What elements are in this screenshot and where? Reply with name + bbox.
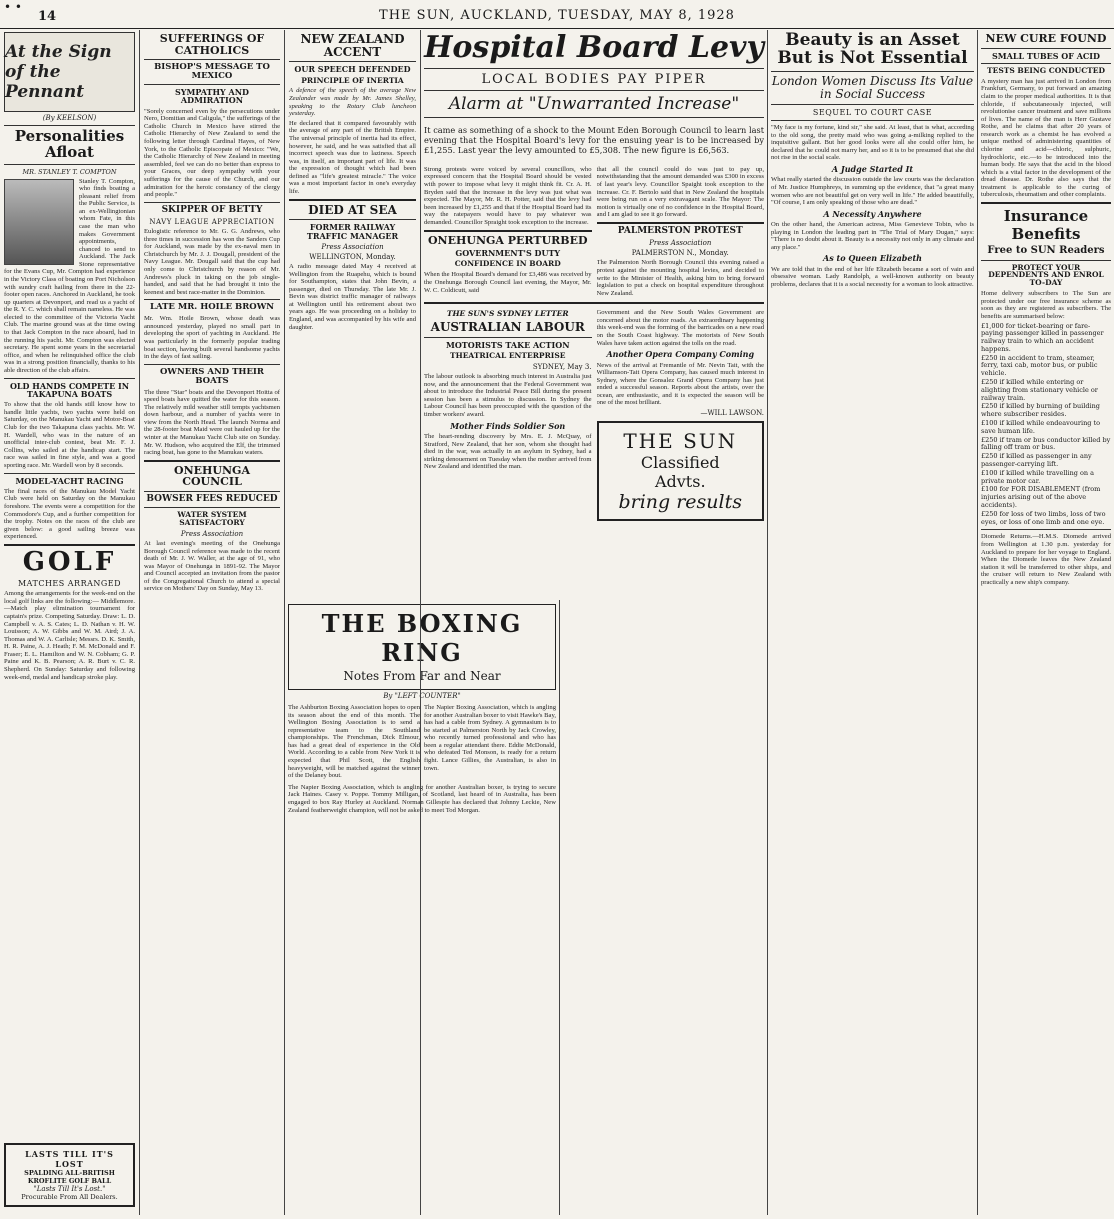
beauty-text-a: "My face is my fortune, kind sir," she said. At least, that is what, according to the old song, the pretty maid who was going a-milking replied to the inquisitive gallant. But her good looks were all she could offer him, he declared that he could not marry her, and so it is to be presumed that she did not rise in the social scale.	[771, 124, 974, 162]
divider	[597, 222, 765, 224]
sydney-letter-right	[597, 307, 765, 521]
divider	[289, 219, 416, 220]
sun-ad-line: THE SUN	[623, 429, 738, 454]
cure-headline: NEW CURE FOUND	[985, 32, 1107, 45]
golf-subheading: MATCHES ARRANGED	[17, 579, 122, 589]
died-at-sea-headline: DIED AT SEA	[308, 202, 397, 217]
opera-text: News of the arrival at Fremantle of Mr. Nevin Tait, with the Williamson-Tait Opera Company, has caused much interest in Sydney, where the Gonsalez Grand Opera Company has just ended a successful season. Reports about the artists, over the ocean, are enthusiastic, and it is expected the season will be one of the most brilliant.	[596, 361, 764, 407]
owners-headline: OWNERS AND THEIR BOATS	[160, 366, 264, 386]
boxing-byline: By "LEFT COUNTER"	[383, 692, 461, 700]
golf-text: Among the arrangements for the week-end on the local golf links are the following:— Middlemore.—Match play elimination tournament for captain's prize. Competing Saturday. Draw: L. D. Campbell v. A. S. Cates; L. D. Nathan v. H. W. Louisson; A. W. Gibbs and W. M. Aird; J. A. Thomas and W. A. Carlisle; Messrs. D. K. Smith, H. R. Paine, A. J. Heath; F. M. McDonald and F. Fraser; E. L. Hamilton and W. N. Cobham; G. P. Paine and K. B. Pearson; A. R. Burt v. C. R. Shepherd. On Sunday: Saturday and following week-end, medal and handicap stroke play.	[4, 590, 135, 681]
palmerston-byline: Press Association	[649, 239, 712, 248]
model-yacht-headline: MODEL-YACHT RACING	[15, 475, 124, 486]
labour-headline: AUSTRALIAN LABOUR	[430, 320, 585, 335]
newspaper-title: THE SUN, AUCKLAND, TUESDAY, MAY 8, 1928	[379, 8, 735, 23]
died-at-sea-text: A radio message dated May 4 received at Wellington from the Ruapehu, which is bound for Southampton, states that John Bevin, a passenger, died on Thursday. The late Mr. J. Bevin was district traffic manager of railways at Wellington until his retirement about two years ago. He was proceeding on a holiday to England, and was accompanied by his wife and daughter.	[289, 262, 416, 331]
pennant-title: At the Sign of the Pennant	[5, 42, 112, 102]
queen-elizabeth-headline: As to Queen Elizabeth	[823, 253, 922, 264]
queen-elizabeth-text: We are told that in the end of her life Elizabeth became a sort of vain and obsessive woman. Lady Randolph, a well-known authority on beauty problems, declares that it is a social necessity for a woman to look attractive.	[771, 265, 974, 288]
divider	[289, 199, 416, 201]
sydney-letter-columns	[424, 307, 764, 521]
divider	[981, 260, 1111, 261]
onehunga-perturbed-subheading-2: CONFIDENCE IN BOARD	[454, 259, 561, 269]
sydney-letter-label: THE SUN'S SYDNEY LETTER	[446, 309, 569, 319]
onehunga-perturbed-headline: ONEHUNGA PERTURBED	[427, 233, 588, 247]
judge-text: What really started the discussion outside the law courts was the declaration of Mr. Justice Humphreys, in summing up the evidence, that "a great many women who are not beautiful get on very well in life." He added beautifully, "Of course, I am only speaking of those who are dead."	[771, 176, 974, 207]
hospital-text-a: Strong protests were voiced by several councillors, who expressed concern that the Hospital Board should be vested with power to impose what levy it might think fit. Cr. A. H. Bryden said that the increase in the levy was just what was expected. The Mayor, Mr. R. H. Potter, said that the levy had been increased by £1,255 and that if the Hospital Board had its way the ratepayers would have to pay whatever was demanded. Councillor Spraight took exception to the increase.	[424, 165, 592, 226]
column-cure-insurance	[978, 30, 1114, 1215]
beauty-section	[768, 30, 978, 1215]
divider	[424, 117, 764, 118]
skipper-text: Eulogistic reference to Mr. G. G. Andrews, who three times in succession has won the Sanders Cup for Auckland, was made by the ex-naval men in Christchurch by Mr. J. J. Dougall, president of the Navy League. Mr. Dougall said that the cup had only come to Christchurch by reason of Mr. Andrews's pluck in taking on the job single-handed, and said that he had brought it into the keenest and best race-matter in the Dominion.	[144, 228, 280, 296]
divider	[144, 460, 280, 462]
onehunga-council-subheading: BOWSER FEES REDUCED	[146, 493, 278, 504]
palmerston-text: The Palmerston North Borough Council this evening raised a protest against the mounting hospital levies, and decided to write to the Minister of Health, asking him to bring forward legislation to put a check on hospital expenditure throughout New Zealand.	[596, 259, 764, 297]
onehunga-council-headline: ONEHUNGA COUNCIL	[174, 463, 250, 489]
owners-text: The three "Star" boats and the Devonport Hoitta of speed boats have quitted the water for this season. The relatively mild weather still tempts yachtsmen down harbour, and a number of yachts were in view from the North Head. The launch Norma and the 28-footer boat Maid were out hauled up for the winter at the Manukau Yacht Club site on Sunday. Mr. W. Hudson, who acquired the Elf, the trimmed racing boat, has gone to the Manukau waters.	[144, 388, 280, 457]
column-nz-accent	[285, 30, 420, 630]
divider	[981, 63, 1111, 64]
list-item: £250 if killed by burning of building where subscriber resides.	[981, 402, 1100, 419]
hospital-body-columns	[424, 164, 764, 299]
opera-headline: Another Opera Company Coming	[606, 349, 755, 360]
hospital-lead: It came as something of a shock to the Mount Eden Borough Council to learn last evening that the Hospital Board's levy for the ensuing year is to be increased by £1,255. Last year the levy amounted to £5,308. The new figure is £6,563.	[424, 125, 764, 155]
list-item: £100 for FOR DISABLEMENT (from injuries arising out of the above accidents).	[981, 485, 1101, 510]
divider	[144, 59, 280, 60]
catholics-subheading: BISHOP'S MESSAGE TO MEXICO	[154, 62, 270, 82]
divider	[771, 120, 974, 121]
boxing-headline: THE BOXING RING	[321, 609, 523, 667]
divider	[424, 230, 592, 232]
divider	[4, 544, 135, 546]
skipper-headline: SKIPPER OF BETTY	[161, 204, 263, 215]
onehunga-council-text: At last evening's meeting of the Onehunga Borough Council reference was made to the recent death of Mr. J. W. Waller, at the age of 91, who was Mayor of Onehunga in 1891-92. The Mayor and Council accepted an invitation from the pastor of the Congregational Church to attend a special service on Mothers' Day on Sunday, May 13.	[144, 540, 280, 593]
divider	[981, 202, 1111, 204]
sun-ad-line: Classified	[640, 453, 720, 473]
nz-accent-subheading-2: PRINCIPLE OF INERTIA	[301, 75, 404, 85]
onehunga-council-subheading-2: WATER SYSTEM SATISFACTORY	[177, 510, 247, 528]
list-item: £250 for loss of two limbs, loss of two eyes, or loss of one limb and one eye.	[981, 509, 1106, 526]
divider	[771, 71, 974, 72]
column-yachting-golf	[0, 30, 140, 1215]
insurance-subheading: Free to SUN Readers	[987, 245, 1105, 257]
sun-classified-advert	[597, 421, 765, 521]
cure-text: A mystery man has just arrived in London from Frankfurt, Germany, to put forward an amazing claim to the proper medical authorities. It is that chloride, if subcutaneously injected, will revolutionise cancer treatment and save millions of lives. The name of the man is Herr Gustave Rothe, and he claims that after 20 years of research work as a chemist he has evolved a unique method of administering quantities of chlorine and acid—chloric, sulphuric, hydrochloric, etc.—to be introduced into the human body. He says that the acid in the blood which is a vital factor in the development of the dread disease. Dr. Rothe also says that the treatment is applicable to the curing of tuberculosis, rheumatism and other complaints.	[981, 77, 1111, 199]
labour-text: The labour outlook is absorbing much interest in Australia just now, and the announcement that the Federal Government was about to introduce the Industrial Peace Bill during the present session has been a stimulus to discussion. In Sydney the Labour Council has been preoccupied with the question of the timber workers' award.	[424, 373, 592, 419]
divider	[144, 364, 280, 365]
died-byline: Press Association	[321, 242, 384, 251]
divider	[771, 104, 974, 105]
insurance-subheading-2: PROTECT YOUR DEPENDENTS AND ENROL TO-DAY	[988, 262, 1104, 288]
list-item: £250 if killed as passenger in any passenger-carrying lift.	[981, 452, 1092, 469]
insurance-intro: Home delivery subscribers to The Sun are protected under our free insurance scheme as soon as they are registered as subscribers. The benefits are summarised below:	[981, 290, 1111, 320]
catholics-subheading-2: SYMPATHY AND ADMIRATION	[174, 86, 249, 106]
golf-ball-advert	[4, 1143, 135, 1207]
divider	[144, 84, 280, 85]
sun-ad-line: Advts.	[654, 472, 706, 492]
page-number: 14	[38, 9, 57, 24]
nz-accent-headline: NEW ZEALAND ACCENT	[300, 32, 405, 59]
pennant-banner	[4, 32, 135, 112]
divider	[4, 473, 135, 474]
onehunga-perturbed-text: When the Hospital Board's demand for £3,486 was received by the Onehunga Borough Council last evening, the Mayor, Mr. W. C. Coldicutt, said	[424, 271, 592, 294]
skipper-subheading: NAVY LEAGUE APPRECIATION	[149, 218, 275, 227]
list-item: £250 if killed while entering or alighting from stationary vehicle or railway train.	[981, 378, 1098, 402]
divider	[144, 491, 280, 492]
hoile-text: Mr. Wm. Hoile Brown, whose death was announced yesterday, played no small part in developing the sport of yachting in Auckland. He was particularly in the formerly popular trading boat section, having built several handsome yachts in the days of fast sailing.	[144, 315, 280, 361]
labour-dateline: SYDNEY, May 3.	[532, 363, 592, 372]
mother-son-headline: Mother Finds Soldier Son	[450, 420, 566, 431]
advert-line: LASTS TILL IT'S LOST	[25, 1149, 114, 1169]
list-item: £250 if tram or bus conductor killed by falling off tram or bus.	[981, 435, 1111, 452]
divider	[289, 61, 416, 62]
divider	[144, 507, 280, 508]
insurance-benefit-list	[981, 323, 1111, 527]
hospital-body-right	[597, 164, 765, 299]
personalities-headline: Personalities Afloat	[14, 127, 125, 161]
cure-subheading-2: TESTS BEING CONDUCTED	[987, 65, 1105, 75]
boxing-text-a: The Ashburton Boxing Association hopes to open its season about the end of this month. The Wellington Boxing Association is to send a representative team to the Southland championships. The Frenchman, Dick Elmour, has had a great deal of experience in the Old World. According to a cable from New York it is expected that Phil Scott, the English heavyweight, will be matched against the winner of the Delaney bout.	[288, 704, 420, 780]
mother-son-text: The heart-rending discovery by Mrs. E. J. McQuay, of Stratford, New Zealand, that her son, whom she thought had died in the war, was actually in an asylum in Sydney, had a striking denouement on Tuesday when the mother arrived from New Zealand and identified the man.	[424, 433, 592, 471]
hoile-headline: LATE MR. HOILE BROWN	[149, 302, 275, 313]
list-item: £100 if killed while endeavouring to save human life.	[981, 419, 1101, 435]
labour-text-2: Government and the New South Wales Government are concerned about the motor roads. An extraordinary happening this week-end was the forming of the barricades on a new road on the South Coast highway. The motorists of New South Wales have taken action against the tolls on the road.	[596, 309, 764, 347]
boxing-text-c: The Napier Boxing Association, which is angling for another Australian boxer, is trying to secure Jack Haines. Casey v. Poppe. Tommy Milligan, of Scotland, last heard of in Australia, has been engaged to box Ray Hurley at Auckland. Norman Gillespie has declared that Johnny Leckie, New Zealand featherweight champion, will not be asked to meet Tod Morgan.	[288, 783, 556, 814]
advert-line: Procurable From All Dealers.	[21, 1193, 118, 1201]
divider	[424, 302, 764, 304]
necessity-text: On the other hand, the American actress, Miss Genevieve Tobin, who is playing in London the leading part in "The Trial of Mary Dugan," says: "There is no doubt about it. Beauty is a necessity not only in any climate and any place."	[771, 221, 974, 251]
hospital-alarm-deck: Alarm at "Unwarranted Increase"	[448, 94, 740, 114]
catholics-headline: SUFFERINGS OF CATHOLICS	[159, 32, 265, 57]
catholics-text: "Sorely concerned even by the persecutions under Nero, Domitian and Caligula," the sufferings of the Catholic Church in Mexico have stirred the Catholic Hierarchy of New Zealand to send the following letter through Cardinal Hayes, of New York, to the Catholic Episcopate of Mexico: "We, the Catholic Hierarchy of New Zealand in meeting assembled, feel we can do no better than express to your Graces, our deep sympathy with your sufferings for the cause of the Church, and our admiration for the heroic constancy of the clergy and people."	[144, 107, 280, 199]
onehunga-perturbed-subheading: GOVERNMENT'S DUTY	[455, 248, 561, 259]
divider	[981, 48, 1111, 49]
nz-accent-intro: A defence of the speech of the average New Zealander was made by Mr. James Shelley, speaking to the Rotary Club luncheon yesterday.	[289, 87, 416, 118]
nz-accent-subheading: OUR SPEECH DEFENDED	[294, 64, 411, 75]
nz-accent-text: He declared that it compared favourably with the average of any part of the British Empire. The universal principle of inertia had its effect, however, he said, and he was satisfied that all incorrect speech was due to laziness. Speech was, in itself, an important part of life. It was the expression of thought which had been defined as "life's greatest miracle." The voice was a most important factor in one's everyday life.	[289, 119, 416, 195]
advert-line: "Lasts Till It's Lost."	[33, 1185, 106, 1193]
labour-subheading-2: THEATRICAL ENTERPRISE	[450, 351, 566, 361]
old-hands-text: To show that the old hands still know how to handle little yachts, two yachts were held on Saturday, on the Manukau Yacht and Motor-Boat Club for the two Takapuna class yachts. Mr. W. H. Wardell, who was in the nature of an unofficial inter-club contest, beat Mr. F. J. Collins, who sailed at the handicap start. The race was sailed in fine style, and was a good sporting race. Mr. Wardell won by 8 seconds.	[4, 401, 135, 469]
diomede-text: Diomede Returns.—H.M.S. Diomede arrived from Wellington at 1.30 p.m. yesterday for Auckland to prepare for her voyage to England. When the Diomede leaves the New Zealand station it will be transferred to other ships, and the cruiser will return to New Zealand with practically a new ship's company.	[981, 533, 1111, 586]
column-catholics-skipper	[140, 30, 285, 1215]
hospital-board-section	[420, 30, 768, 1215]
boxing-subtitle: Notes From Far and Near	[343, 669, 501, 683]
sun-ad-line: bring results	[618, 491, 743, 514]
hospital-subheading: LOCAL BODIES PAY PIPER	[481, 72, 707, 87]
masthead	[0, 0, 1114, 29]
beauty-deck: London Women Discuss Its Value in Social Success	[771, 73, 974, 101]
beauty-sequel: SEQUEL TO COURT CASE	[812, 108, 933, 118]
sydney-signature: —WILL LAWSON.	[700, 409, 764, 418]
divider	[424, 337, 592, 338]
masthead-dots: • •	[4, 0, 22, 14]
palmerston-headline: PALMERSTON PROTEST	[617, 225, 743, 236]
onehunga-byline: Press Association	[180, 530, 244, 539]
died-at-sea-subheading: FORMER RAILWAY TRAFFIC MANAGER	[306, 222, 399, 241]
judge-headline: A Judge Started It	[831, 163, 914, 174]
sydney-letter-left	[424, 307, 592, 521]
advert-line: SPALDING ALL-BRITISH KROFLITE GOLF BALL	[24, 1169, 115, 1185]
old-hands-headline: OLD HANDS COMPETE IN TAKAPUNA BOATS	[9, 380, 130, 399]
portrait-photo	[4, 179, 74, 265]
labour-subheading: MOTORISTS TAKE ACTION	[445, 339, 570, 350]
beauty-headline: Beauty is an Asset But is Not Essential	[777, 30, 968, 68]
divider	[144, 202, 280, 203]
portrait-caption: MR. STANLEY T. COMPTON	[22, 167, 117, 176]
cure-subheading: SMALL TUBES OF ACID	[992, 50, 1100, 61]
list-item: £1,000 for ticket-bearing or fare-paying passenger killed in passenger railway train to which an accident happens.	[981, 321, 1104, 353]
divider	[424, 90, 764, 91]
hospital-body-left	[424, 164, 592, 299]
personalities-text: Stanley T. Compton, who finds boating a pleasant relief from the Public Service, is an ex-Wellingtonian whom Fate, in this case the man who makes Government appointments, chanced to send to Auckland. The Jack Stone representative for the Evans Cup, Mr. Compton had experience in the Victory Class of boating on Port Nicholson with sundry craft hailing from there in the 22-footer open races. Anchored in Auckland, he took up quarters at Devonport, and read us a yacht of the R. Y. C. which shall remain nameless. He was elected to the committee of the Victoria Yacht Club. The marine ground was at the time owing to that Jack Compton in the race aboard, had in the running his yacht. Mr. Compton was elected secretary. He spent some years in the secretarial office, and when he relinquished office the club was in a strong position financially, thanks to his able direction of the club affairs.	[4, 177, 135, 374]
insurance-headline: Insurance Benefits	[1003, 207, 1089, 244]
pennant-byline: (By KEELSON)	[42, 114, 97, 122]
list-item: £100 if killed while travelling on a private motor car.	[981, 468, 1095, 485]
golf-headline: GOLF	[22, 546, 117, 577]
model-yacht-text: The final races of the Manukau Model Yacht Club were held on Saturday on the Manukau foreshore. The events were a competition for the Commodore's Cup, and a further competition for the trophy. Notes on the races of the club are given below: a good sailing breeze was experienced.	[4, 487, 135, 541]
divider	[981, 529, 1111, 530]
boxing-text-b: The Napier Boxing Association, which is angling for another Australian boxer to visit Hawke's Bay, has had a cable from Sydney. A gymnasium is to be started at Palmerston North by Jack Crowley, who recently turned professional and who has been a regular attendant there. Eddie McDonald, who defeated Ted Monson, is ready for a return fight. Lance Gillies, the Australian, is also in town.	[424, 704, 556, 772]
divider	[424, 68, 764, 69]
died-dateline: WELLINGTON, Monday.	[309, 252, 396, 261]
palmerston-dateline: PALMERSTON N., Monday.	[631, 249, 729, 258]
divider	[4, 378, 135, 379]
list-item: £250 in accident to tram, steamer, ferry, taxi cab, motor bus, or public vehicle.	[981, 353, 1098, 378]
divider	[4, 125, 135, 126]
hospital-text-b: that all the council could do was just to pay up, notwithstanding that the amount demanded was £300 in excess of last year's levy. Councillor Spaight took exception to the increase. Cr. F. Bertolo said that in New Zealand the hospitals were being run on a very extravagant scale. The Mayor: The motion is virtually one of no confidence in the Hospital Board, and I am glad to see it go forward.	[596, 165, 764, 219]
hospital-headline: Hospital Board Levy	[424, 30, 764, 65]
divider	[4, 164, 135, 165]
necessity-headline: A Necessity Anywhere	[823, 208, 922, 219]
divider	[144, 299, 280, 300]
